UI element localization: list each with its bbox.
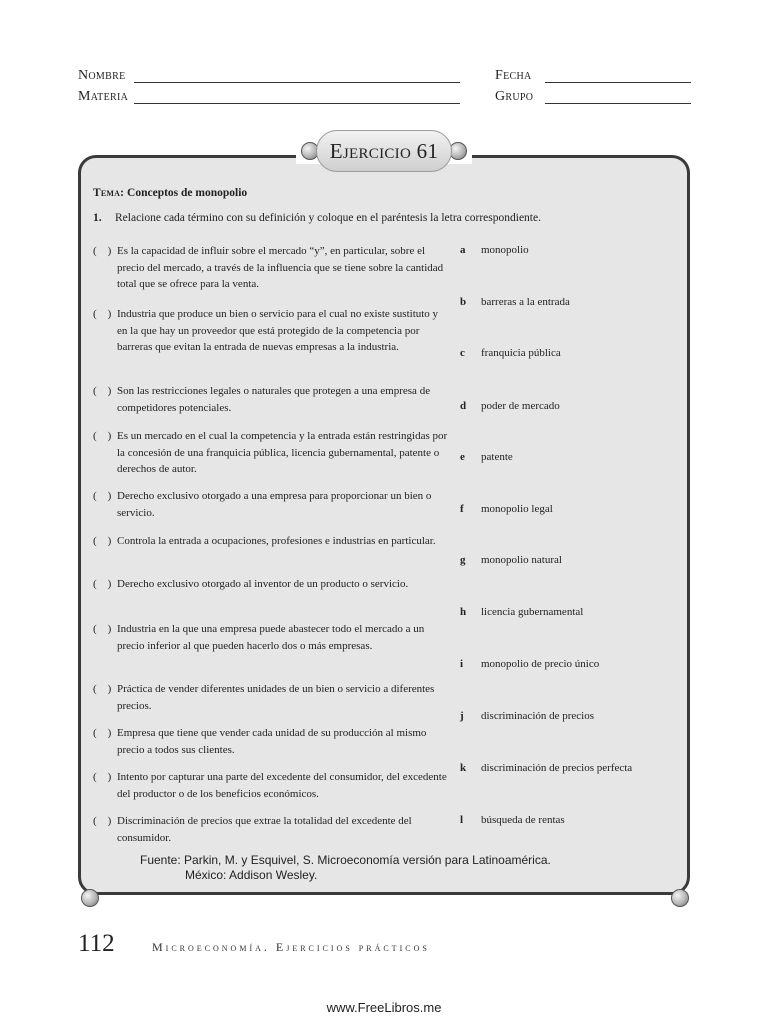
- answer-blank[interactable]: ( ): [93, 535, 112, 547]
- definition-text: Industria en la que una empresa puede abastecer todo el mercado a un precio inferior al que pueden hacerlo dos o más empresas.: [117, 623, 425, 652]
- answer-blank[interactable]: ( ): [93, 245, 112, 257]
- source-citation: [140, 853, 551, 883]
- term-letter: f: [460, 503, 464, 515]
- answer-blank[interactable]: ( ): [93, 683, 112, 695]
- definition-text: Práctica de vender diferentes unidades de un bien o servicio a diferentes precios.: [117, 683, 435, 712]
- answer-blank[interactable]: ( ): [93, 771, 112, 783]
- exercise-title: Ejercicio 61: [316, 130, 452, 172]
- definition-item: [93, 769, 448, 802]
- term-text: franquicia pública: [481, 347, 561, 359]
- term-text: barreras a la entrada: [481, 296, 570, 308]
- bottom-left-ornament: [81, 889, 99, 907]
- term-item: [460, 658, 599, 670]
- definition-item: [93, 533, 448, 550]
- term-letter: g: [460, 554, 466, 566]
- source-line-2: México: Addison Wesley.: [185, 868, 318, 882]
- term-letter: c: [460, 347, 465, 359]
- term-letter: h: [460, 606, 467, 618]
- nombre-field: [78, 68, 125, 84]
- term-text: patente: [481, 451, 513, 463]
- term-item: [460, 347, 561, 359]
- instruction-text: Relacione cada término con su definición y coloque en el paréntesis la letra correspondiente.: [115, 212, 541, 224]
- term-letter: i: [460, 658, 464, 670]
- term-item: [460, 762, 632, 774]
- term-item: [460, 606, 583, 618]
- term-letter: d: [460, 400, 467, 412]
- term-letter: j: [460, 710, 464, 722]
- definition-item: [93, 813, 448, 846]
- definition-item: [93, 243, 448, 293]
- answer-blank[interactable]: ( ): [93, 815, 112, 827]
- nombre-label: Nombre: [78, 68, 126, 83]
- definition-text: Discriminación de precios que extrae la totalidad del excedente del consumidor.: [117, 815, 412, 844]
- definition-item: [93, 306, 448, 356]
- definition-text: Industria que produce un bien o servicio para el cual no existe sustituto y en la que hay un proveedor que está protegido de la competencia por barreras que evitan la entrada de nuevas empresas a la industria.: [117, 308, 439, 353]
- answer-blank[interactable]: ( ): [93, 385, 112, 397]
- term-item: [460, 244, 529, 256]
- definition-text: Controla la entrada a ocupaciones, profesiones e industrias en particular.: [117, 535, 436, 547]
- instruction-number: 1.: [93, 212, 102, 224]
- definition-text: Derecho exclusivo otorgado a una empresa para proporcionar un bien o servicio.: [117, 490, 432, 519]
- term-item: [460, 814, 565, 826]
- answer-blank[interactable]: ( ): [93, 490, 112, 502]
- fecha-label: Fecha: [495, 68, 532, 83]
- term-text: monopolio: [481, 244, 529, 256]
- term-text: búsqueda de rentas: [481, 814, 565, 826]
- term-item: [460, 710, 594, 722]
- term-item: [460, 554, 562, 566]
- definition-item: [93, 621, 448, 654]
- definition-text: Empresa que tiene que vender cada unidad de su producción al mismo precio a todos sus clientes.: [117, 727, 427, 756]
- term-text: monopolio legal: [481, 503, 553, 515]
- definition-text: Es la capacidad de influir sobre el mercado “y”, en particular, sobre el precio del mercado, a través de la influencia que se tiene sobre la cantidad total que se ofrece para la venta.: [117, 245, 444, 290]
- topic-value: Conceptos de monopolio: [127, 187, 248, 199]
- materia-field: [78, 89, 128, 105]
- term-item: [460, 451, 513, 463]
- website-watermark[interactable]: www.FreeLibros.me: [326, 1000, 442, 1015]
- answer-blank[interactable]: ( ): [93, 578, 112, 590]
- definition-item: [93, 576, 448, 593]
- term-item: [460, 296, 570, 308]
- fecha-blank-line: [545, 82, 691, 83]
- term-letter: a: [460, 244, 466, 256]
- term-text: discriminación de precios perfecta: [481, 762, 633, 774]
- answer-blank[interactable]: ( ): [93, 623, 112, 635]
- term-text: licencia gubernamental: [481, 606, 584, 618]
- fecha-field: [495, 68, 532, 84]
- definition-text: Son las restricciones legales o naturales que protegen a una empresa de competidores potenciales.: [117, 385, 431, 414]
- page-number: 112: [78, 930, 115, 957]
- term-text: discriminación de precios: [481, 710, 595, 722]
- answer-blank[interactable]: ( ): [93, 727, 112, 739]
- term-text: monopolio de precio único: [481, 658, 600, 670]
- topic-line: [93, 187, 247, 199]
- answer-blank[interactable]: ( ): [93, 430, 112, 442]
- materia-blank-line: [134, 103, 460, 104]
- grupo-label: Grupo: [495, 89, 534, 104]
- definition-item: [93, 428, 448, 478]
- term-letter: l: [460, 814, 464, 826]
- definition-item: [93, 725, 448, 758]
- definition-text: Intento por capturar una parte del excedente del consumidor, del excedente del productor o de los beneficios económicos.: [117, 771, 447, 800]
- answer-blank[interactable]: ( ): [93, 308, 112, 320]
- grupo-blank-line: [545, 103, 691, 104]
- term-text: monopolio natural: [481, 554, 562, 566]
- definition-item: [93, 681, 448, 714]
- term-item: [460, 503, 553, 515]
- term-letter: e: [460, 451, 465, 463]
- definition-text: Es un mercado en el cual la competencia y la entrada están restringidas por la concesión de una franquicia pública, licencia gubernamental, patente o derechos de autor.: [117, 430, 448, 475]
- term-item: [460, 400, 560, 412]
- term-letter: b: [460, 296, 467, 308]
- definition-text: Derecho exclusivo otorgado al inventor de un producto o servicio.: [117, 578, 409, 590]
- instruction: [93, 212, 541, 224]
- nombre-blank-line: [134, 82, 460, 83]
- topic-label: Tema:: [93, 187, 125, 199]
- definition-item: [93, 383, 448, 416]
- materia-label: Materia: [78, 89, 129, 104]
- book-title: Microeconomía. Ejercicios prácticos: [152, 940, 430, 954]
- term-text: poder de mercado: [481, 400, 560, 412]
- grupo-field: [495, 89, 533, 105]
- source-line-1: Fuente: Parkin, M. y Esquivel, S. Microeconomía versión para Latinoamérica.: [140, 853, 551, 867]
- bottom-right-ornament: [671, 889, 689, 907]
- term-letter: k: [460, 762, 467, 774]
- definition-item: [93, 488, 448, 521]
